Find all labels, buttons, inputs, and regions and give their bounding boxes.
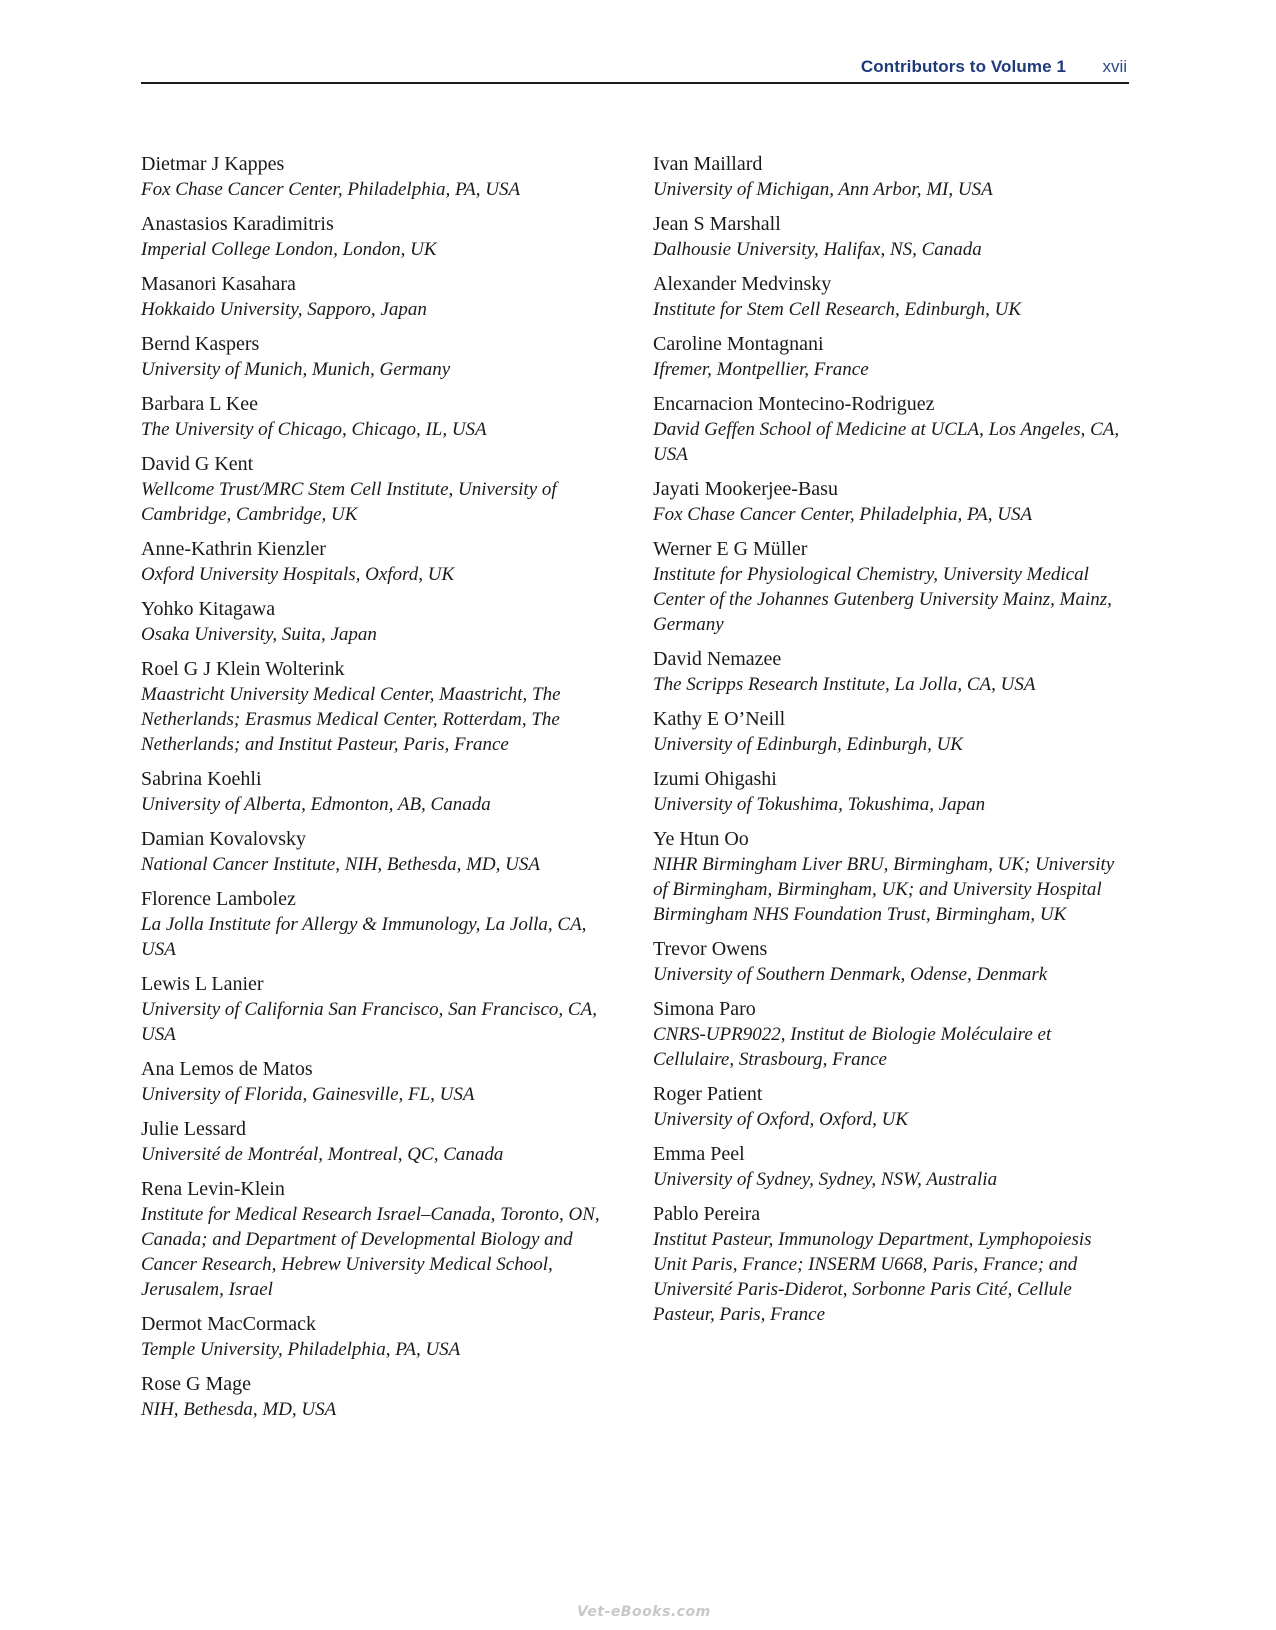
contributor-affiliation: CNRS-UPR9022, Institut de Biologie Moléculaire et Cellulaire, Strasbourg, France xyxy=(653,1024,1052,1070)
contributor-affiliation: Fox Chase Cancer Center, Philadelphia, PA, USA xyxy=(141,179,521,200)
contributor-entry xyxy=(141,1372,611,1422)
watermark-logo: Vet-eBooks.com xyxy=(577,1604,711,1620)
contributor-name: Barbara L Kee xyxy=(141,393,258,415)
contributor-affiliation: National Cancer Institute, NIH, Bethesda, MD, USA xyxy=(141,854,540,875)
contributor-name: Dietmar J Kappes xyxy=(141,153,285,175)
contributor-entry xyxy=(141,887,611,962)
contributors-right-column xyxy=(653,152,1129,1337)
contributor-entry xyxy=(141,332,611,382)
contributor-entry xyxy=(141,1057,611,1107)
contributor-name: Jean S Marshall xyxy=(653,213,781,235)
contributor-name: Rena Levin-Klein xyxy=(141,1178,285,1200)
contributor-affiliation: University of Edinburgh, Edinburgh, UK xyxy=(653,734,963,755)
page-header xyxy=(141,54,1129,84)
contributor-name: Kathy E O’Neill xyxy=(653,708,786,730)
contributor-affiliation: University of California San Francisco, San Francisco, CA, USA xyxy=(141,999,597,1045)
contributor-entry xyxy=(653,477,1129,527)
contributor-affiliation: Ifremer, Montpellier, France xyxy=(653,359,869,380)
contributor-name: Julie Lessard xyxy=(141,1118,246,1140)
contributor-entry xyxy=(653,152,1129,202)
contributor-name: Yohko Kitagawa xyxy=(141,598,276,620)
contributor-name: Anne-Kathrin Kienzler xyxy=(141,538,326,560)
contributor-affiliation: University of Tokushima, Tokushima, Japan xyxy=(653,794,986,815)
contributors-left-column xyxy=(141,152,611,1432)
contributor-affiliation: Institute for Medical Research Israel–Canada, Toronto, ON, Canada; and Department of Developmental Biology and Cancer Research, Hebrew University Medical School, Jerusalem, Israel xyxy=(141,1204,600,1300)
contributor-name: Florence Lambolez xyxy=(141,888,296,910)
contributor-name: David G Kent xyxy=(141,453,254,475)
contributor-name: Damian Kovalovsky xyxy=(141,828,306,850)
contributor-name: Ivan Maillard xyxy=(653,153,763,175)
contributor-affiliation: NIH, Bethesda, MD, USA xyxy=(141,1399,337,1420)
contributor-affiliation: Oxford University Hospitals, Oxford, UK xyxy=(141,564,455,585)
contributor-entry xyxy=(141,827,611,877)
contributor-entry xyxy=(653,647,1129,697)
contributor-affiliation: University of Sydney, Sydney, NSW, Australia xyxy=(653,1169,998,1190)
contributor-entry xyxy=(653,997,1129,1072)
contributor-entry xyxy=(141,452,611,527)
contributor-entry xyxy=(653,332,1129,382)
contributor-affiliation: Hokkaido University, Sapporo, Japan xyxy=(141,299,427,320)
contributor-entry xyxy=(653,707,1129,757)
contributor-affiliation: University of Oxford, Oxford, UK xyxy=(653,1109,909,1130)
running-title: Contributors to Volume 1 xyxy=(860,57,1066,76)
contributor-name: Trevor Owens xyxy=(653,938,768,960)
contributor-entry xyxy=(141,152,611,202)
contributor-affiliation: Institute for Stem Cell Research, Edinburgh, UK xyxy=(653,299,1021,320)
contributor-entry xyxy=(141,392,611,442)
contributor-affiliation: Institute for Physiological Chemistry, University Medical Center of the Johannes Gutenberg University Mainz, Mainz, Germany xyxy=(653,564,1112,635)
contributor-entry xyxy=(653,272,1129,322)
contributor-affiliation: Imperial College London, London, UK xyxy=(141,239,437,260)
contributor-name: Encarnacion Montecino-Rodriguez xyxy=(653,393,935,415)
page-number: xvii xyxy=(1102,57,1127,76)
contributor-affiliation: University of Alberta, Edmonton, AB, Canada xyxy=(141,794,491,815)
contributor-name: Dermot MacCormack xyxy=(141,1313,316,1335)
contributor-affiliation: University of Florida, Gainesville, FL, USA xyxy=(141,1084,475,1105)
contributor-affiliation: The Scripps Research Institute, La Jolla, CA, USA xyxy=(653,674,1036,695)
contributor-name: Izumi Ohigashi xyxy=(653,768,777,790)
contributor-affiliation: David Geffen School of Medicine at UCLA, Los Angeles, CA, USA xyxy=(653,419,1120,465)
contributor-entry xyxy=(653,212,1129,262)
contributor-name: David Nemazee xyxy=(653,648,782,670)
contributor-entry xyxy=(653,827,1129,927)
contributor-entry xyxy=(653,937,1129,987)
contributor-name: Roel G J Klein Wolterink xyxy=(141,658,345,680)
contributor-affiliation: Osaka University, Suita, Japan xyxy=(141,624,377,645)
contributor-name: Ana Lemos de Matos xyxy=(141,1058,313,1080)
contributor-name: Bernd Kaspers xyxy=(141,333,260,355)
contributor-entry xyxy=(653,1142,1129,1192)
contributor-name: Pablo Pereira xyxy=(653,1203,761,1225)
contributor-name: Roger Patient xyxy=(653,1083,763,1105)
contributor-entry xyxy=(653,392,1129,467)
contributor-entry xyxy=(653,767,1129,817)
contributor-affiliation: Dalhousie University, Halifax, NS, Canada xyxy=(653,239,982,260)
contributor-affiliation: La Jolla Institute for Allergy & Immunology, La Jolla, CA, USA xyxy=(141,914,587,960)
contributor-entry xyxy=(141,272,611,322)
contributor-name: Emma Peel xyxy=(653,1143,745,1165)
contributor-entry xyxy=(141,1312,611,1362)
contributor-entry xyxy=(653,1202,1129,1327)
contributor-entry xyxy=(141,537,611,587)
contributor-affiliation: Temple University, Philadelphia, PA, USA xyxy=(141,1339,461,1360)
contributor-affiliation: Maastricht University Medical Center, Maastricht, The Netherlands; Erasmus Medical Center, Rotterdam, The Netherlands; and Institut Pasteur, Paris, France xyxy=(141,684,561,755)
contributor-affiliation: University of Michigan, Ann Arbor, MI, USA xyxy=(653,179,993,200)
contributor-name: Rose G Mage xyxy=(141,1373,251,1395)
contributor-entry xyxy=(141,657,611,757)
contributor-name: Sabrina Koehli xyxy=(141,768,262,790)
contributor-affiliation: Université de Montréal, Montreal, QC, Canada xyxy=(141,1144,504,1165)
contributor-name: Masanori Kasahara xyxy=(141,273,296,295)
contributor-affiliation: Wellcome Trust/MRC Stem Cell Institute, University of Cambridge, Cambridge, UK xyxy=(141,479,557,525)
contributor-entry xyxy=(141,767,611,817)
contributor-affiliation: Fox Chase Cancer Center, Philadelphia, PA, USA xyxy=(653,504,1033,525)
contributor-affiliation: Institut Pasteur, Immunology Department, Lymphopoiesis Unit Paris, France; INSERM U668, Paris, France; and Université Paris-Diderot, Sorbonne Paris Cité, Cellule Pasteur, Paris, France xyxy=(653,1229,1092,1325)
contributor-name: Alexander Medvinsky xyxy=(653,273,832,295)
contributor-affiliation: University of Southern Denmark, Odense, Denmark xyxy=(653,964,1048,985)
contributor-affiliation: University of Munich, Munich, Germany xyxy=(141,359,451,380)
contributor-name: Anastasios Karadimitris xyxy=(141,213,334,235)
contributor-entry xyxy=(653,537,1129,637)
contributor-name: Werner E G Müller xyxy=(653,538,808,560)
contributor-entry xyxy=(141,597,611,647)
contributor-affiliation: The University of Chicago, Chicago, IL, USA xyxy=(141,419,487,440)
contributor-name: Jayati Mookerjee-Basu xyxy=(653,478,838,500)
contributor-entry xyxy=(141,212,611,262)
contributor-entry xyxy=(653,1082,1129,1132)
contributor-entry xyxy=(141,972,611,1047)
contributor-name: Ye Htun Oo xyxy=(653,828,749,850)
contributor-name: Caroline Montagnani xyxy=(653,333,824,355)
contributor-affiliation: NIHR Birmingham Liver BRU, Birmingham, UK; University of Birmingham, Birmingham, UK; and University Hospital Birmingham NHS Foundation Trust, Birmingham, UK xyxy=(653,854,1115,925)
contributor-entry xyxy=(141,1117,611,1167)
contributor-name: Simona Paro xyxy=(653,998,756,1020)
contributor-entry xyxy=(141,1177,611,1302)
contributor-name: Lewis L Lanier xyxy=(141,973,264,995)
